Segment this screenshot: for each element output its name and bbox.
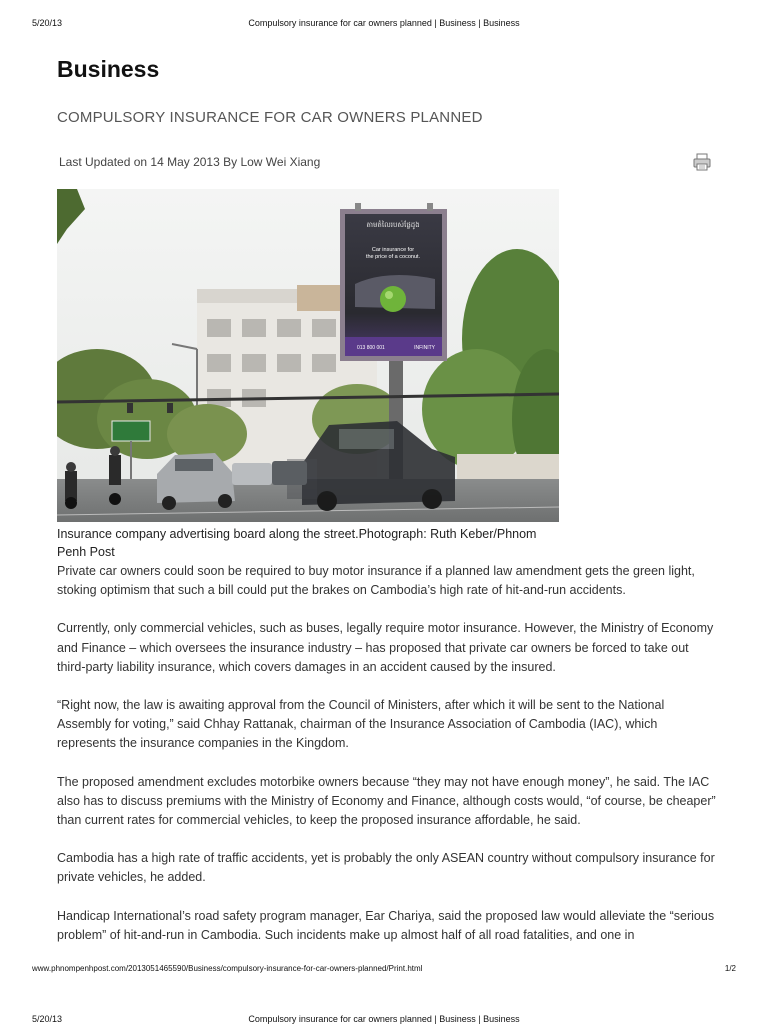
article-photo [57,189,559,522]
paragraph: Cambodia has a high rate of traffic accidents, yet is probably the only ASEAN country without compulsory insurance for private vehicles, he added. [57,851,715,885]
paragraph: Private car owners could soon be required to buy motor insurance if a planned law amendment gets the green light, stoking optimism that such a bill could put the brakes on Cambodia’s high rate of hit-and-run accidents. [57,564,695,598]
article-body [57,562,717,964]
page-number: 1/2 [724,964,736,973]
paragraph: Currently, only commercial vehicles, such as buses, legally require motor insurance. However, the Ministry of Economy and Finance – which oversees the insurance industry – has proposed that private car owners be forced to take out third-party liability insurance, which covers damages in an accident caused by the insured. [57,621,714,674]
billboard-phone: 013 800 001 [357,345,385,351]
print-date: 5/20/13 [32,18,63,28]
paragraph: The proposed amendment excludes motorbike owners because “they may not have enough money”, he said. The IAC also has to discuss premiums with the Ministry of Economy and Finance, although costs would, “of course, be cheaper” than current rates for commercial vehicles, to keep the proposed insurance affordable, he said. [57,774,716,828]
printer-icon[interactable] [693,153,711,171]
article-headline: COMPULSORY INSURANCE FOR CAR OWNERS PLANNED [57,109,483,126]
photo-caption: Insurance company advertising board along the street.Photograph: Ruth Keber/Phnom Penh Post [57,527,537,559]
print-title: Compulsory insurance for car owners planned | Business | Business [248,18,520,28]
billboard-line-2: the price of a coconut. [365,254,421,260]
print-title: Compulsory insurance for car owners planned | Business | Business [248,1014,520,1024]
paragraph: Handicap International’s road safety program manager, Ear Chariya, said the proposed law would alleviate the “serious problem” of hit-and-run in Cambodia. Such incidents make up almost half of all road fatalities, and one in [57,908,715,942]
print-date: 5/20/13 [32,1014,63,1024]
section-title: Business [57,56,160,82]
car-distant [232,461,307,485]
paragraph: “Right now, the law is awaiting approval from the Council of Ministers, after which it will be sent to the National Assembly for voting,” said Chhay Rattanak, chairman of the Insurance Association of Cambodia (IAC), which represents the insurance companies in the Kingdom. [57,698,665,751]
street-photo-illustration [57,189,559,522]
billboard-brand: INFINITY [414,345,435,351]
billboard-khmer-text: តាមតំលៃរបស់ផ្លែដូង [366,221,420,229]
article-meta: Last Updated on 14 May 2013 By Low Wei Xiang [59,155,321,169]
page-url: www.phnompenhpost.com/2013051465590/Business/compulsory-insurance-for-car-owners-planned/Print.html [32,964,423,973]
billboard-line-1: Car insurance for [371,247,415,253]
